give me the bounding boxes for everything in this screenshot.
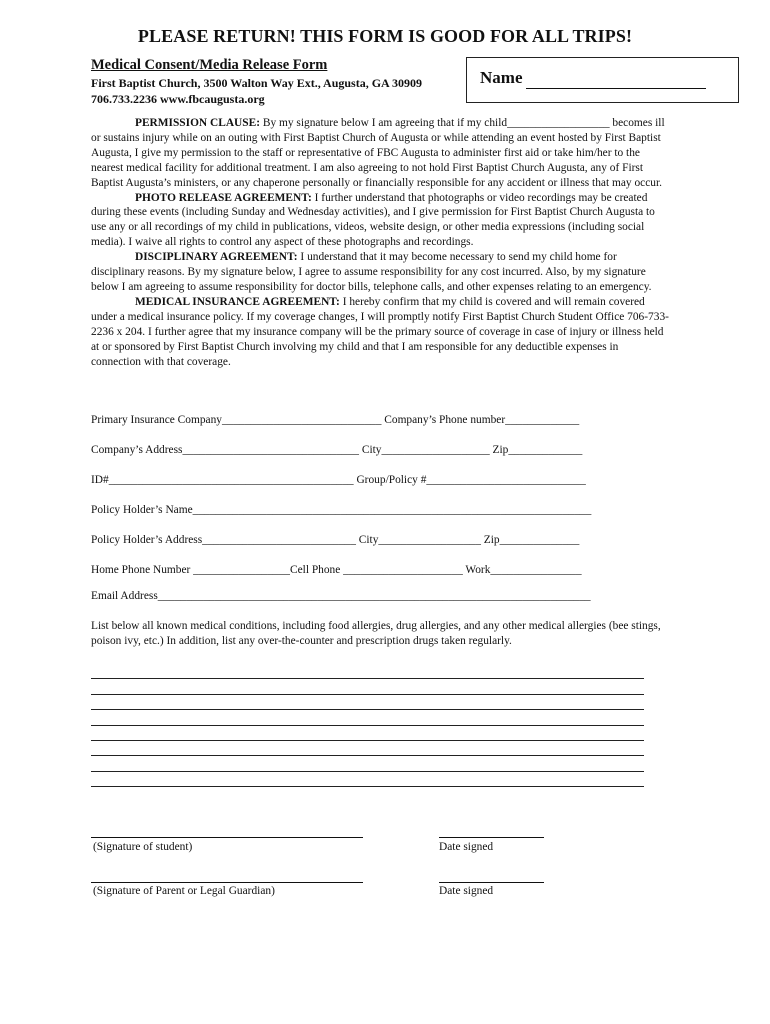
clause-heading: PERMISSION CLAUSE:	[135, 117, 261, 129]
email-address-field[interactable]: Email Address____________________________________________________________________________	[91, 590, 591, 602]
id-group-policy-field[interactable]: ID#___________________________________________ Group/Policy #____________________________	[91, 474, 586, 486]
clause-text: I further understand that photographs or video recordings may be created during these events (including Sunday and Wednesday activities), and I give permission for First Baptist Church Augusta to use any or all recordings of my child in publications, videos, website design, or other media expressions (including social media). I waive all rights to control any aspect of these photographs and recordings.	[91, 191, 655, 249]
permission-clause	[91, 116, 671, 191]
agreement-clauses	[91, 116, 671, 369]
photo-release-clause	[91, 191, 671, 251]
medical-insurance-clause	[91, 295, 671, 370]
contact-line: 706.733.2236 www.fbcaugusta.org	[91, 92, 265, 106]
student-date-line[interactable]	[439, 837, 544, 838]
clause-text: I hereby confirm that my child is covered and will remain covered under a medical insurance policy. If my coverage changes, I will promptly notify First Baptist Church Student Office 706-733-2236 x 204. I further agree that my insurance company will be the primary source of coverage in case of injury or illness held at or sponsored by First Baptist Church involving my child and that I am responsible for any deductible expenses in connection with that coverage.	[91, 295, 669, 368]
clause-heading: DISCIPLINARY AGREEMENT:	[135, 251, 298, 264]
student-signature-line[interactable]	[91, 837, 363, 838]
write-in-line[interactable]	[91, 772, 644, 787]
parent-date-line[interactable]	[439, 882, 544, 883]
clause-text: I understand that it may become necessary to send my child home for disciplinary reasons. By my signature below, I agree to assume responsibility for any cost incurred. Also, by my signature below I am agreeing to assume responsibility for doctor bills, telephone calls, and other expenses relating to an emergency.	[91, 251, 652, 293]
student-date-label: Date signed	[439, 841, 494, 853]
clause-text: By my signature below I am agreeing that if my child__________________ becomes ill or sustains injury while on an outing with First Baptist Church of Augusta or while attending an event hosted by First Baptist Augusta, I give my permission to the staff or representative of FBC Augusta to administer first aid or take him/her to the nearest medical facility for additional treatment. I am also agreeing to not hold First Baptist Church Augusta, any of First Baptist Augusta’s ministers, or any chaperone personally or financially responsible for any accident or illness that may occur.	[91, 117, 665, 189]
page-title: PLEASE RETURN! THIS FORM IS GOOD FOR ALL TRIPS!	[137, 26, 633, 46]
church-address	[91, 75, 422, 107]
write-in-line[interactable]	[91, 726, 644, 741]
student-signature-label: (Signature of student)	[93, 841, 193, 853]
write-in-line[interactable]	[91, 741, 644, 756]
clause-heading: MEDICAL INSURANCE AGREEMENT:	[135, 295, 340, 308]
clause-heading: PHOTO RELEASE AGREEMENT:	[135, 191, 312, 204]
name-field[interactable]	[526, 88, 706, 89]
parent-date-label: Date signed	[439, 885, 494, 897]
write-in-line[interactable]	[91, 756, 644, 771]
medical-conditions-lines[interactable]	[91, 664, 644, 787]
address-line: First Baptist Church, 3500 Walton Way Ext., Augusta, GA 30909	[91, 76, 423, 90]
medical-conditions-instructions: List below all known medical conditions, including food allergies, drug allergies, and any other medical allergies (bee stings, poison ivy, etc.) In addition, list any over-the-counter and prescription drugs taken regularly.	[91, 620, 661, 647]
phone-numbers-field[interactable]: Home Phone Number _________________Cell Phone _____________________ Work________________	[91, 564, 582, 576]
parent-signature-line[interactable]	[91, 882, 363, 883]
write-in-line[interactable]	[91, 664, 644, 679]
policy-holder-address-field[interactable]: Policy Holder’s Address___________________________ City__________________ Zip______________	[91, 534, 580, 546]
insurance-company-field[interactable]: Primary Insurance Company____________________________ Company’s Phone number_____________	[91, 414, 580, 426]
disciplinary-clause	[91, 250, 671, 295]
name-label: Name	[480, 68, 523, 87]
policy-holder-name-field[interactable]: Policy Holder’s Name______________________________________________________________________	[91, 504, 592, 516]
parent-signature-label: (Signature of Parent or Legal Guardian)	[93, 885, 275, 897]
write-in-line[interactable]	[91, 679, 644, 694]
company-address-field[interactable]: Company’s Address_______________________________ City___________________ Zip_____________	[91, 444, 583, 456]
form-title: Medical Consent/Media Release Form	[91, 57, 328, 73]
write-in-line[interactable]	[91, 695, 644, 710]
name-box	[466, 57, 739, 103]
write-in-line[interactable]	[91, 710, 644, 725]
